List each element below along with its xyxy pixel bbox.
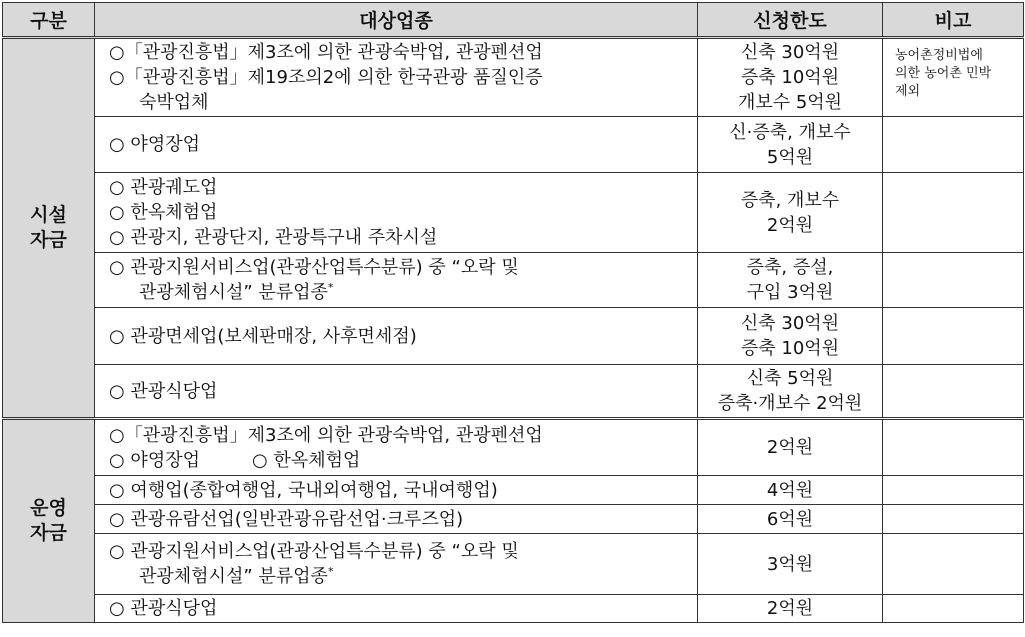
category-label-line: 자금	[30, 522, 67, 544]
limit-line: 개보수 5억원	[737, 92, 843, 113]
industry-line: ○ 관광지, 관광단지, 관광특구내 주차시설	[109, 227, 438, 248]
footnote-marker: *	[327, 281, 334, 294]
note-cell	[883, 595, 1024, 623]
header-category: 구분	[3, 3, 95, 38]
limit-cell: 6억원	[698, 505, 883, 534]
note-cell	[883, 534, 1024, 595]
header-industry: 대상업종	[95, 3, 698, 38]
header-limit: 신청한도	[698, 3, 883, 38]
limit-line: 신·증축, 개보수	[729, 121, 851, 143]
header-note: 비고	[883, 3, 1024, 38]
industry-line: ○「관광진흥법」제19조의2에 의한 한국관광 품질인증	[109, 67, 543, 88]
limit-cell	[698, 117, 883, 173]
industry-line: ○「관광진흥법」제3조에 의한 관광숙박업, 관광펜션업	[109, 42, 543, 63]
category-label-line: 운영	[30, 497, 67, 519]
table-row	[3, 38, 1024, 117]
note-line: 농어촌정비법에	[895, 48, 983, 63]
limit-cell: 3억원	[698, 534, 883, 595]
limit-cell	[698, 253, 883, 308]
table-row	[3, 365, 1024, 419]
industry-cell	[95, 365, 698, 419]
industry-cell	[95, 534, 698, 595]
note-cell	[883, 476, 1024, 505]
industry-cell: ○ 관광식당업	[95, 595, 698, 623]
industry-line: ○ 한옥체험업	[109, 202, 218, 223]
industry-cell	[95, 253, 698, 308]
industry-cell	[95, 38, 698, 117]
category-facility	[3, 38, 95, 419]
industry-line: ○「관광진흥법」제3조에 의한 관광숙박업, 관광펜션업	[109, 424, 543, 446]
industry-line: 숙박업체	[139, 92, 209, 113]
industry-line	[109, 280, 697, 305]
limit-line: 증축 10억원	[740, 67, 840, 88]
limit-line: 신축 5억원	[746, 368, 834, 389]
limit-line: 증축 10억원	[740, 338, 840, 359]
limit-line: 신축 30억원	[740, 42, 840, 63]
table-row	[3, 476, 1024, 505]
industry-cell: ○ 관광유람선업(일반관광유람선업·크루즈업)	[95, 505, 698, 534]
limit-cell	[698, 173, 883, 253]
industry-line: ○ 관광식당업	[109, 380, 218, 402]
limit-line: 구입 3억원	[746, 282, 834, 303]
industry-cell	[95, 117, 698, 173]
industry-cell	[95, 419, 698, 476]
limit-line: 2억원	[766, 214, 814, 236]
limit-cell: 2억원	[698, 595, 883, 623]
table-row	[3, 505, 1024, 534]
industry-line: ○ 관광지원서비스업(관광산업특수분류) 중 “오락 및	[109, 541, 519, 562]
note-cell	[883, 365, 1024, 419]
table-row	[3, 173, 1024, 253]
note-cell	[883, 253, 1024, 308]
industry-cell: ○ 여행업(종합여행업, 국내외여행업, 국내여행업)	[95, 476, 698, 505]
note-cell	[883, 505, 1024, 534]
limit-line: 5억원	[766, 146, 814, 168]
category-label-line: 자금	[30, 229, 67, 251]
industry-line	[109, 448, 697, 473]
industry-line: ○ 관광궤도업	[109, 177, 218, 198]
industry-cell	[95, 308, 698, 365]
limit-cell	[698, 365, 883, 419]
note-cell	[883, 419, 1024, 476]
table-row	[3, 534, 1024, 595]
industry-line-text: 관광체험시설” 분류업종	[139, 566, 328, 587]
note-cell	[883, 308, 1024, 365]
industry-line-text: ○ 야영장업	[109, 449, 200, 471]
table-row	[3, 253, 1024, 308]
limit-cell	[698, 308, 883, 365]
category-label-line: 시설	[30, 204, 67, 226]
limit-line: 증축, 개보수	[740, 189, 840, 211]
industry-line: ○ 관광면세업(보세판매장, 사후면세점)	[109, 325, 417, 347]
header-row	[3, 3, 1024, 38]
note-cell	[883, 173, 1024, 253]
limit-cell	[698, 38, 883, 117]
category-operating	[3, 419, 95, 623]
industry-line: ○ 야영장업	[109, 134, 200, 155]
industry-line-text: ○ 한옥체험업	[251, 449, 361, 471]
limit-cell: 2억원	[698, 419, 883, 476]
footnote-marker: *	[327, 565, 334, 578]
table-row	[3, 595, 1024, 623]
limit-cell: 4억원	[698, 476, 883, 505]
table-row	[3, 308, 1024, 365]
industry-cell	[95, 173, 698, 253]
funding-table	[2, 2, 1024, 623]
note-line: 제외	[895, 84, 921, 99]
limit-line: 신축 30억원	[740, 313, 840, 334]
table-row	[3, 117, 1024, 173]
note-cell	[883, 117, 1024, 173]
table-row	[3, 419, 1024, 476]
industry-line: ○ 관광지원서비스업(관광산업특수분류) 중 “오락 및	[109, 257, 519, 278]
industry-line	[109, 564, 697, 589]
limit-line: 증축·개보수 2억원	[717, 393, 863, 414]
note-line: 의한 농어촌 민박	[895, 66, 992, 81]
note-cell	[883, 38, 1024, 117]
industry-line-text: 관광체험시설” 분류업종	[139, 282, 328, 303]
limit-line: 증축, 증설,	[746, 257, 834, 278]
